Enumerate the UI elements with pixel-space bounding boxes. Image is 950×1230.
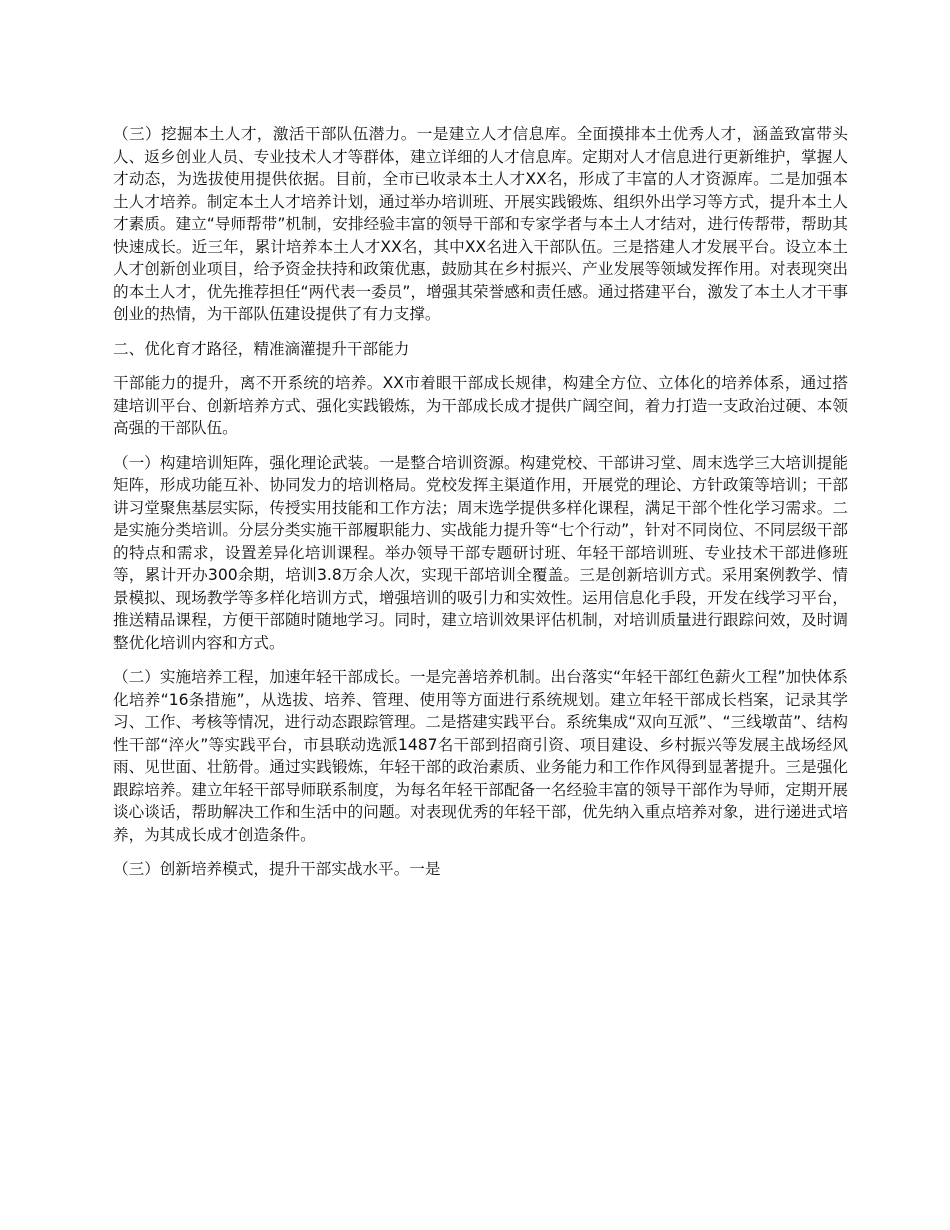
paragraph-training-matrix: （一）构建培训矩阵，强化理论武装。一是整合培训资源。构建党校、干部讲习堂、周末选学三大培训提能矩阵，形成功能互补、协同发力的培训格局。党校发挥主渠道作用，开展党的理论、方针政策等培训；干部讲习堂聚焦基层实际，传授实用技能和工作方法；周末选学提供多样化课程，满足干部个性化学习需求。二是实施分类培训。分层分类实施干部履职能力、实战能力提升等“七个行动”，针对不同岗位、不同层级干部的特点和需求，设置差异化培训课程。举办领导干部专题研讨班、年轻干部培训班、专业技术干部进修班等，累计开办300余期，培训3.8万余人次，实现干部培训全覆盖。三是创新培训方式。采用案例教学、情景模拟、现场教学等多样化培训方式，增强培训的吸引力和实效性。运用信息化手段，开发在线学习平台，推送精品课程，方便干部随时随地学习。同时，建立培训效果评估机制，对培训质量进行跟踪问效，及时调整优化培训内容和方式。	[113, 453, 848, 652]
paragraph-training-model: （三）创新培养模式，提升干部实战水平。一是	[113, 860, 441, 878]
paragraph-talent-pool: （三）挖掘本土人才，激活干部队伍潜力。一是建立人才信息库。全面摸排本土优秀人才，涵盖致富带头人、返乡创业人员、专业技术人才等群体，建立详细的人才信息库。定期对人才信息进行更新维护，掌握人才动态，为选拔使用提供依据。目前，全市已收录本土人才XX名，形成了丰富的人才资源库。二是加强本土人才培养。制定本土人才培养计划，通过举办培训班、开展实践锻炼、组织外出学习等方式，提升本土人才素质。建立“导师帮带”机制，安排经验丰富的领导干部和专家学者与本土人才结对，进行传帮带，帮助其快速成长。近三年，累计培养本土人才XX名，其中XX名进入干部队伍。三是搭建人才发展平台。设立本土人才创新创业项目，给予资金扶持和政策优惠，鼓励其在乡村振兴、产业发展等领域发挥作用。对表现突出的本土人才，优先推荐担任“两代表一委员”，增强其荣誉感和责任感。通过搭建平台，激发了本土人才干事创业的热情，为干部队伍建设提供了有力支撑。	[113, 125, 848, 323]
paragraph-cultivation-intro: 干部能力的提升，离不开系统的培养。XX市着眼干部成长规律，构建全方位、立体化的培养体系，通过搭建培训平台、创新培养方式、强化实践锻炼，为干部成长成才提供广阔空间，着力打造一支政治过硬、本领高强的干部队伍。	[113, 374, 848, 437]
section-heading-cultivation: 二、优化育才路径，精准滴灌提升干部能力	[113, 339, 410, 358]
paragraph-young-cadres: （二）实施培养工程，加速年轻干部成长。一是完善培养机制。出台落实“年轻干部红色薪火工程”加快体系化培养“16条措施”，从选拔、培养、管理、使用等方面进行系统规划。建立年轻干部成长档案，记录其学习、工作、考核等情况，进行动态跟踪管理。二是搭建实践平台。系统集成“双向互派”、“三线墩苗”、结构性干部“淬火”等实践平台，市县联动选派1487名干部到招商引资、项目建设、乡村振兴等发展主战场经风雨、见世面、壮筋骨。通过实践锻炼，年轻干部的政治素质、业务能力和工作作风得到显著提升。三是强化跟踪培养。建立年轻干部导师联系制度，为每名年轻干部配备一名经验丰富的领导干部作为导师，定期开展谈心谈话，帮助解决工作和生活中的问题。对表现优秀的年轻干部，优先纳入重点培养对象，进行递进式培养，为其成长成才创造条件。	[113, 668, 848, 844]
document-page	[113, 123, 848, 893]
